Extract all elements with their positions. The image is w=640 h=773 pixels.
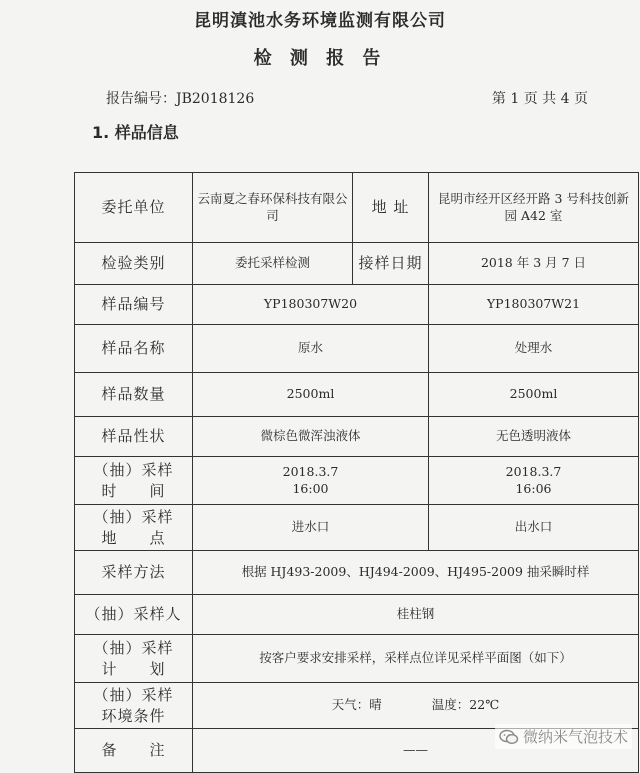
sampling-location-label xyxy=(75,505,193,551)
test-type-value: 委托采样检测 xyxy=(193,243,353,285)
receive-date-value: 2018 年 3 月 7 日 xyxy=(429,243,639,285)
plan-label-line2: 计 划 xyxy=(101,659,166,678)
watermark xyxy=(495,724,632,749)
client-label: 委托单位 xyxy=(75,173,193,243)
quantity-1: 2500ml xyxy=(193,373,429,417)
table-row xyxy=(75,457,639,505)
method-label: 采样方法 xyxy=(75,551,193,595)
section-title: 1. 样品信息 xyxy=(92,123,179,142)
sampling-time-label xyxy=(75,457,193,505)
sample-name-1: 原水 xyxy=(193,325,429,373)
sample-no-label: 样品编号 xyxy=(75,285,193,325)
quantity-2: 2500ml xyxy=(429,373,639,417)
table-row xyxy=(75,505,639,551)
sampling-date-2: 2018.3.7 xyxy=(505,463,562,479)
sampling-location-label-line1: （抽）采样 xyxy=(93,508,174,527)
env-label-line1: （抽）采样 xyxy=(93,686,174,705)
remark-value: —— xyxy=(193,729,639,773)
watermark-text: 微纳米气泡技术 xyxy=(522,728,628,746)
env-value: 天气：晴 温度：22℃ xyxy=(193,683,639,729)
table-row xyxy=(75,325,639,373)
property-label: 样品性状 xyxy=(75,417,193,457)
report-number: 报告编号：JB2018126 xyxy=(106,91,255,107)
plan-value: 按客户要求安排采样，采样点位详见采样平面图（如下） xyxy=(193,635,639,683)
plan-label xyxy=(75,635,193,683)
table-row xyxy=(75,551,639,595)
quantity-label: 样品数量 xyxy=(75,373,193,417)
sampling-time-1 xyxy=(193,457,429,505)
sample-no-2: YP180307W21 xyxy=(429,285,639,325)
wechat-icon xyxy=(499,729,519,745)
table-row xyxy=(75,683,639,729)
receive-date-label: 接样日期 xyxy=(353,243,429,285)
sample-name-label: 样品名称 xyxy=(75,325,193,373)
table-row xyxy=(75,635,639,683)
sample-no-1: YP180307W20 xyxy=(193,285,429,325)
table-row xyxy=(75,595,639,635)
table-row xyxy=(75,173,639,243)
sampling-time-label-line1: （抽）采样 xyxy=(93,461,174,480)
client-value: 云南夏之春环保科技有限公司 xyxy=(193,173,353,243)
sampling-date-1: 2018.3.7 xyxy=(282,463,339,479)
sampler-value: 桂柱钢 xyxy=(193,595,639,635)
sampling-clock-2: 16:06 xyxy=(515,480,552,496)
property-1: 微棕色微浑浊液体 xyxy=(193,417,429,457)
plan-label-line1: （抽）采样 xyxy=(93,639,174,658)
table-row xyxy=(75,417,639,457)
property-2: 无色透明液体 xyxy=(429,417,639,457)
sample-info-table xyxy=(74,172,639,773)
test-type-label: 检验类别 xyxy=(75,243,193,285)
env-label xyxy=(75,683,193,729)
method-value: 根据 HJ493-2009、HJ494-2009、HJ495-2009 抽采瞬时样 xyxy=(193,551,639,595)
address-value: 昆明市经开区经开路 3 号科技创新园 A42 室 xyxy=(429,173,639,243)
env-label-line2: 环境条件 xyxy=(101,706,166,725)
sampling-time-label-line2: 时 间 xyxy=(101,481,166,500)
sample-name-2: 处理水 xyxy=(429,325,639,373)
page-info: 第 1 页 共 4 页 xyxy=(491,91,588,107)
sampling-time-2 xyxy=(429,457,639,505)
report-title: 检 测 报 告 xyxy=(253,48,387,69)
table-row xyxy=(75,243,639,285)
table-row xyxy=(75,373,639,417)
company-name: 昆明滇池水务环境监测有限公司 xyxy=(194,11,446,31)
sampling-location-1: 进水口 xyxy=(193,505,429,551)
address-label: 地 址 xyxy=(353,173,429,243)
sampler-label: （抽）采样人 xyxy=(75,595,193,635)
sampling-location-label-line2: 地 点 xyxy=(101,528,166,547)
sampling-clock-1: 16:00 xyxy=(292,480,329,496)
remark-label: 备 注 xyxy=(75,729,193,773)
table-row xyxy=(75,285,639,325)
sampling-location-2: 出水口 xyxy=(429,505,639,551)
